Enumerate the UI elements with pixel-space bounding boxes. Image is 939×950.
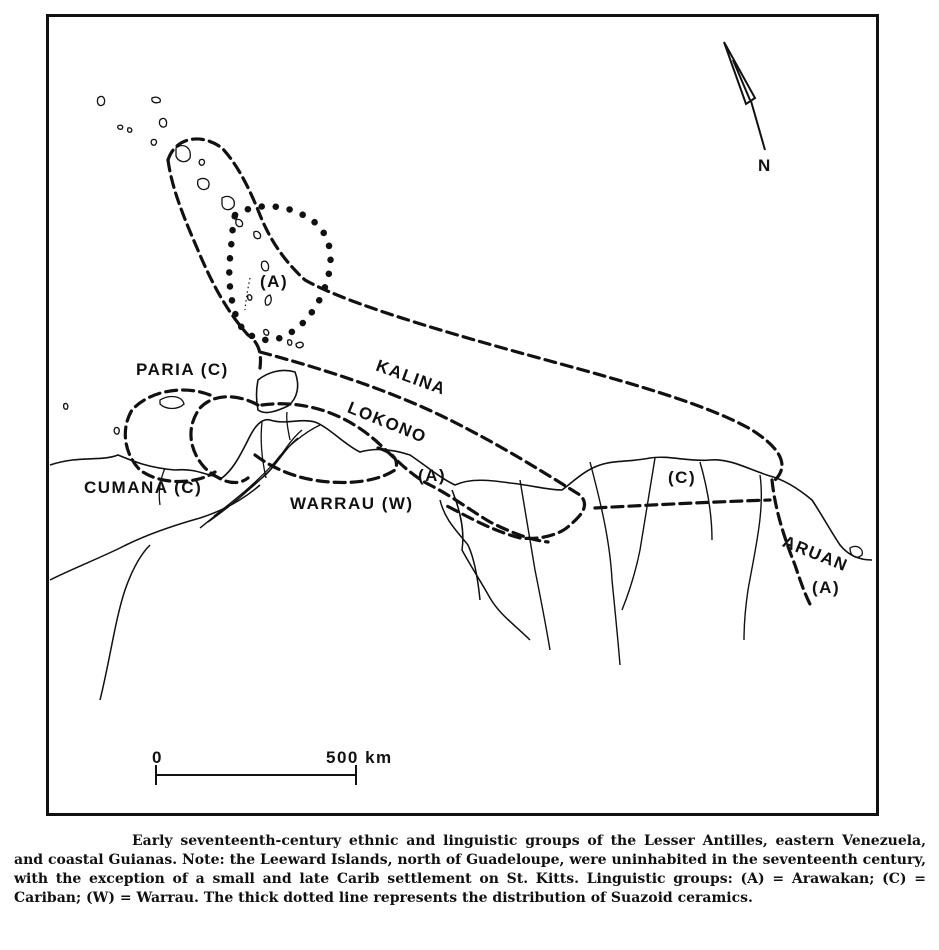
carib-east-boundary: [595, 500, 770, 508]
caption-text: Early seventeenth-century ethnic and linguistic groups of the Lesser Antilles, eastern Venezuela, and coastal Guianas. Note: the Leeward Islands, north of Guadeloupe, were uninhabited in the seventeenth century, with the exception of a small and late Carib settlement on St. Kitts. Linguistic groups: (A) = Arawakan; (C) = Cariban; (W) = Warrau. The thick dotted line represents the distribution of Suazoid ceramics.: [14, 833, 926, 906]
warrau-boundary: [255, 448, 396, 483]
scale-bar: [156, 765, 356, 785]
carib-east-label: (C): [668, 468, 697, 487]
coastline-inland: [100, 545, 150, 700]
scale-end-label: 500 km: [326, 748, 393, 767]
kalina-label: KALINA: [373, 356, 449, 399]
river: [590, 462, 620, 665]
aruan-group-label: (A): [812, 578, 841, 597]
river: [261, 422, 266, 478]
aruan-label: ARUAN: [779, 532, 851, 576]
coastline-inland: [50, 485, 260, 580]
grenadines-trail: [245, 278, 250, 310]
north-arrow-icon: [724, 42, 765, 150]
suazoid-group-label: (A): [260, 272, 289, 291]
kalina-boundary-north: [168, 139, 782, 480]
kalina-boundary-west: [168, 160, 261, 368]
cumana-boundary: [125, 390, 215, 482]
river: [622, 458, 655, 610]
warrau-label: WARRAU (W): [290, 494, 414, 513]
paria-label: PARIA (C): [136, 360, 229, 379]
cumana-label: CUMANA (C): [84, 478, 203, 497]
scale-start-label: 0: [152, 748, 163, 767]
lokono-group-label: (A): [418, 466, 447, 485]
river: [208, 430, 302, 522]
river: [287, 412, 290, 440]
figure-caption: [14, 832, 926, 908]
tobago-island: [296, 342, 303, 347]
river: [520, 480, 550, 650]
north-label: N: [758, 156, 772, 175]
river: [452, 490, 530, 640]
lokono-label: LOKONO: [344, 398, 430, 447]
